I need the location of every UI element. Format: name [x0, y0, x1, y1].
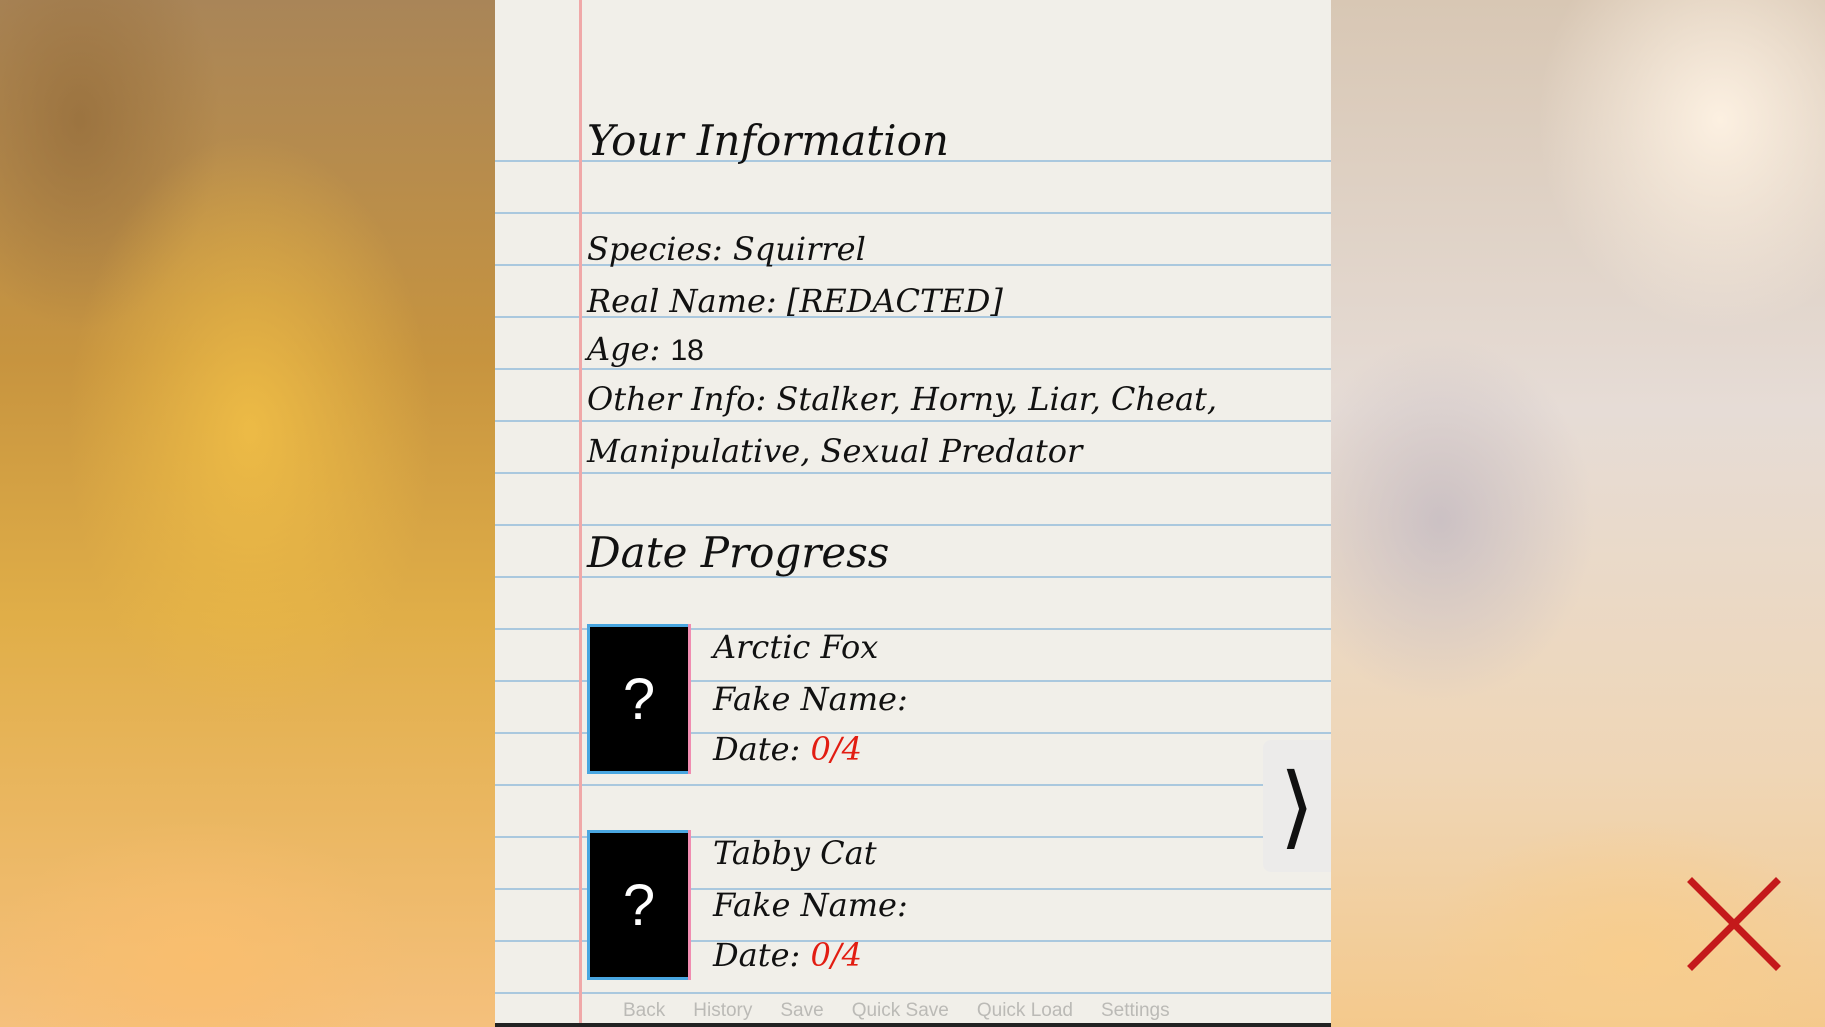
other-info-line-2: Manipulative, Sexual Predator — [587, 432, 1083, 470]
bottom-bar — [495, 1023, 1331, 1027]
date-fake-name-tabby-cat: Fake Name: — [713, 886, 908, 924]
date-value: 0/4 — [810, 730, 862, 768]
unknown-portrait-icon: ? — [622, 872, 656, 938]
portrait-card-arctic-fox — [587, 624, 691, 774]
quick-menu-quick-save[interactable]: Quick Save — [851, 1000, 949, 1021]
chevron-right-icon: ⟩ — [1279, 753, 1315, 859]
date-species-arctic-fox: Arctic Fox — [713, 628, 879, 666]
close-button[interactable] — [1686, 876, 1782, 972]
date-species-tabby-cat: Tabby Cat — [713, 834, 877, 872]
quick-menu-settings[interactable]: Settings — [1100, 1000, 1170, 1021]
quick-menu-save[interactable]: Save — [780, 1000, 824, 1021]
notebook-page — [495, 0, 1331, 1027]
quick-menu-back[interactable]: Back — [623, 1000, 666, 1021]
other-info-line-1: Other Info: Stalker, Horny, Liar, Cheat, — [587, 380, 1218, 418]
next-page-button[interactable] — [1263, 740, 1331, 872]
your-information-heading: Your Information — [587, 116, 949, 165]
date-progress-heading: Date Progress — [587, 528, 890, 577]
date-value: 0/4 — [810, 936, 862, 974]
date-fake-name-arctic-fox: Fake Name: — [713, 680, 908, 718]
date-label: Date: — [713, 730, 801, 768]
margin-line — [579, 0, 582, 1027]
age-label: Age: — [587, 330, 661, 368]
unknown-portrait-icon: ? — [622, 666, 656, 732]
close-x-icon — [1686, 876, 1782, 972]
background-right — [1330, 0, 1825, 1027]
age-line — [587, 330, 704, 368]
portrait-card-tabby-cat — [587, 830, 691, 980]
quick-menu-quick-load[interactable]: Quick Load — [976, 1000, 1073, 1021]
date-label: Date: — [713, 936, 801, 974]
background-left — [0, 0, 495, 1027]
date-progress-tabby-cat — [713, 936, 862, 974]
real-name-line: Real Name: [REDACTED] — [587, 282, 1003, 320]
quick-menu-history[interactable]: History — [693, 1000, 753, 1021]
age-value: 18 — [670, 334, 704, 367]
species-line: Species: Squirrel — [587, 230, 866, 268]
date-progress-arctic-fox — [713, 730, 862, 768]
